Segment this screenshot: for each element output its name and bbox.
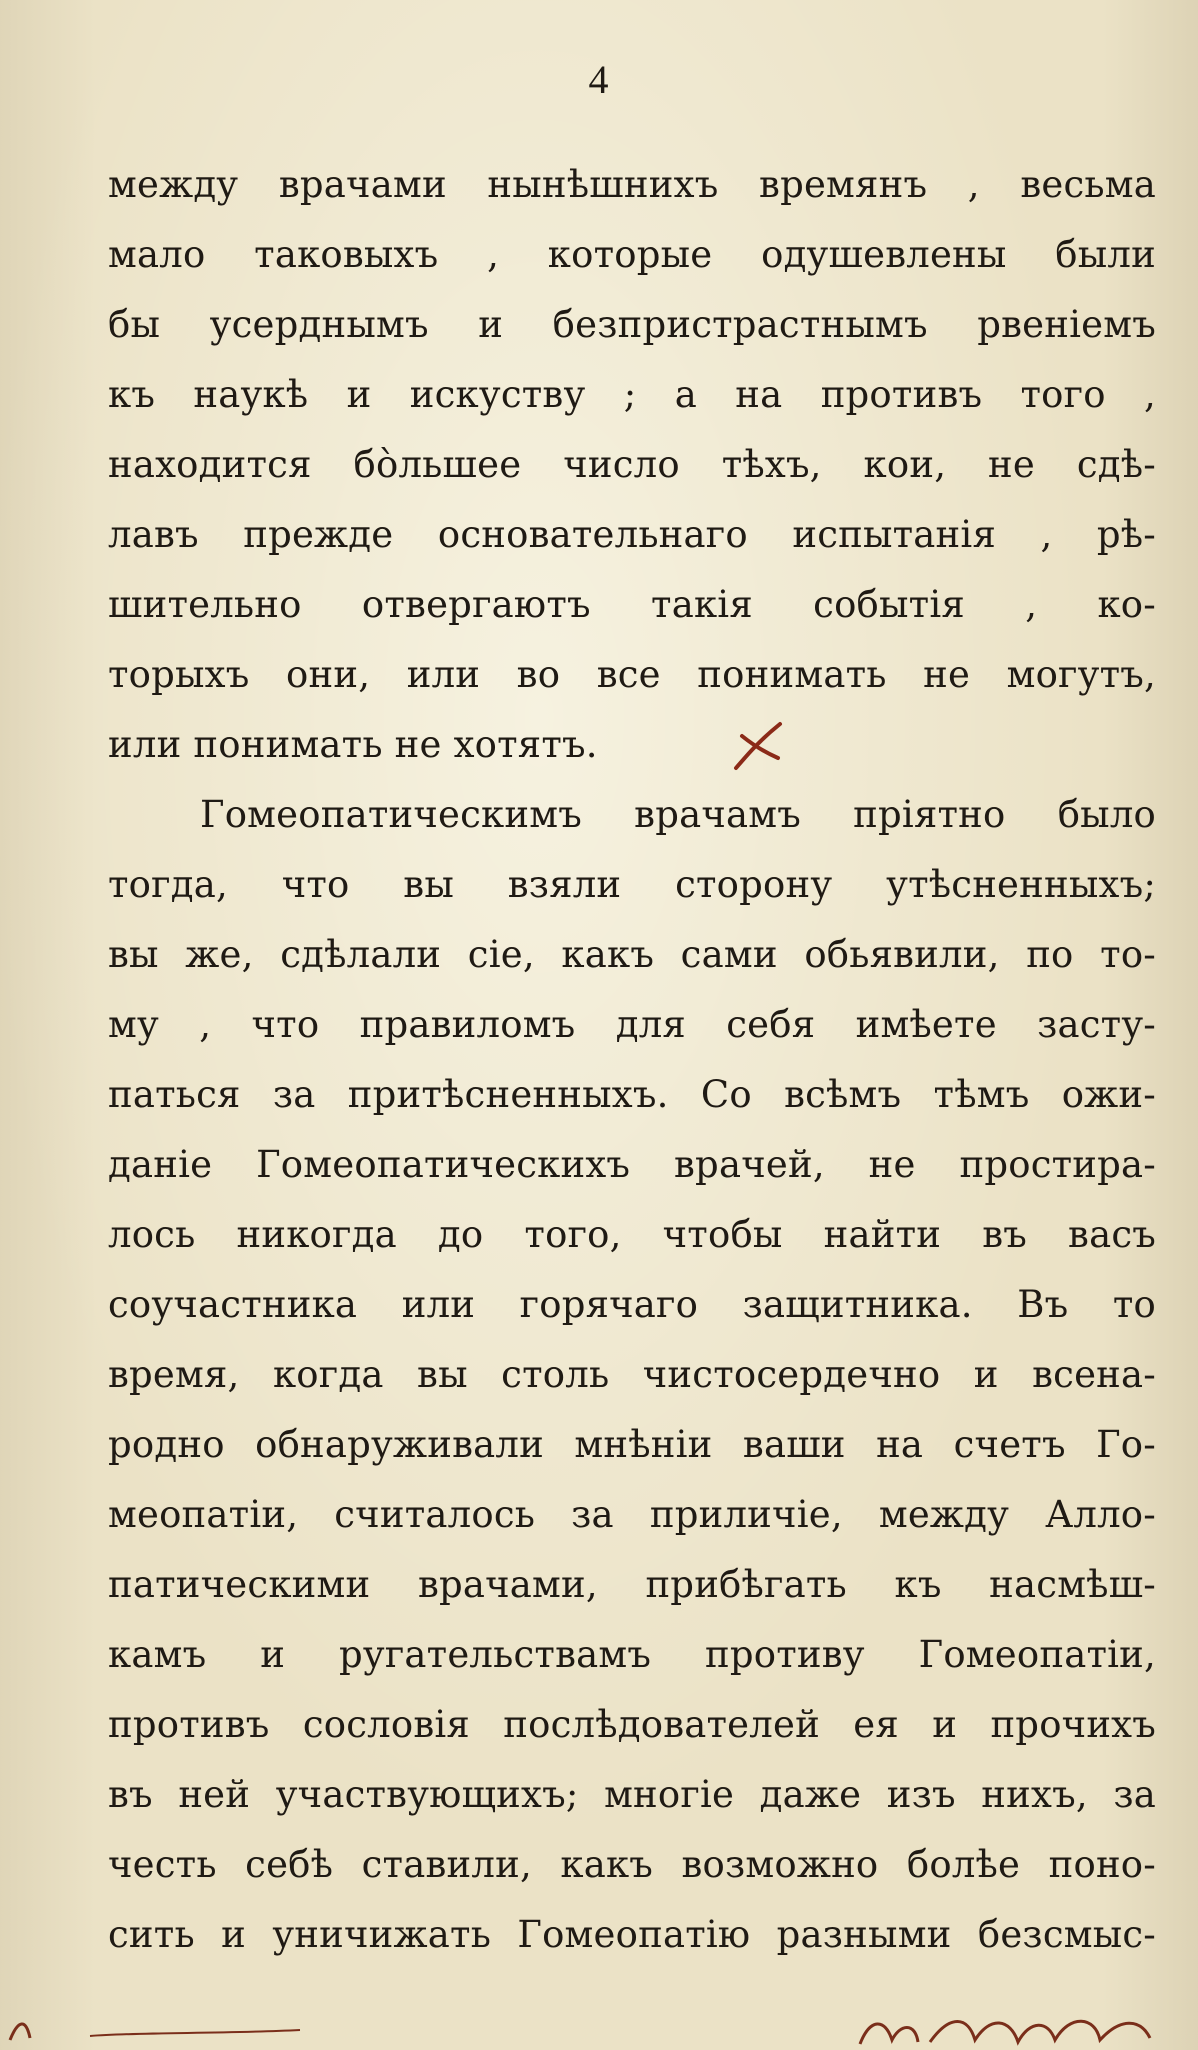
text-line: вы же, сдѣлали сіе, какъ сами обьявили, по то- <box>108 933 1156 976</box>
x-mark-icon <box>730 718 786 774</box>
text-line: противъ сословія послѣдователей ея и прочихъ <box>108 1703 1156 1746</box>
text-line: патическими врачами, прибѣгать къ насмѣш- <box>108 1563 1156 1606</box>
text-line: му , что правиломъ для себя имѣете засту- <box>108 1003 1156 1046</box>
text-line: торыхъ они, или во все понимать не могутъ, <box>108 653 1156 696</box>
text-line: родно обнаруживали мнѣніи ваши на счетъ Го- <box>108 1423 1156 1466</box>
handwritten-note-fragment <box>0 2010 1198 2050</box>
text-line: даніе Гомеопатическихъ врачей, не простира- <box>108 1143 1156 1186</box>
text-line: шительно отвергаютъ такія событія , ко- <box>108 583 1156 626</box>
text-line: лось никогда до того, чтобы найти въ васъ <box>108 1213 1156 1256</box>
text-line: между врачами нынѣшнихъ времянъ , весьма <box>108 163 1156 206</box>
page-number: 4 <box>588 57 610 102</box>
text-line: честь себѣ ставили, какъ возможно болѣе поно- <box>108 1843 1156 1886</box>
text-line: въ ней участвующихъ; многіе даже изъ нихъ, за <box>108 1773 1156 1816</box>
text-line: сить и уничижать Гомеопатію разными безсмыс- <box>108 1913 1156 1956</box>
text-line: бы усерднымъ и безпристрастнымъ рвенiемъ <box>108 303 1156 346</box>
text-line: соучастника или горячаго защитника. Въ то <box>108 1283 1156 1326</box>
text-line: паться за притѣсненныхъ. Со всѣмъ тѣмъ ожи- <box>108 1073 1156 1116</box>
text-line: находится бо̀льшее число тѣхъ, кои, не сдѣ- <box>108 443 1156 486</box>
text-line: время, когда вы столь чистосердечно и всена- <box>108 1353 1156 1396</box>
text-line: меопатіи, считалось за приличіе, между Алло- <box>108 1493 1156 1536</box>
paragraph-end-line <box>108 710 1156 780</box>
text-line: лавъ прежде основательнаго испытанія , рѣ- <box>108 513 1156 556</box>
text-line: Гомеопатическимъ врачамъ пріятно было <box>200 793 1156 836</box>
page-body-text <box>108 150 1156 1970</box>
text-line: къ наукѣ и искуству ; а на противъ того , <box>108 373 1156 416</box>
text-line: мало таковыхъ , которые одушевлены были <box>108 233 1156 276</box>
text-line: тогда, что вы взяли сторону утѣсненныхъ; <box>108 863 1156 906</box>
text-line: или понимать не хотятъ. <box>108 723 598 766</box>
text-line: камъ и ругательствамъ противу Гомеопатіи, <box>108 1633 1156 1676</box>
